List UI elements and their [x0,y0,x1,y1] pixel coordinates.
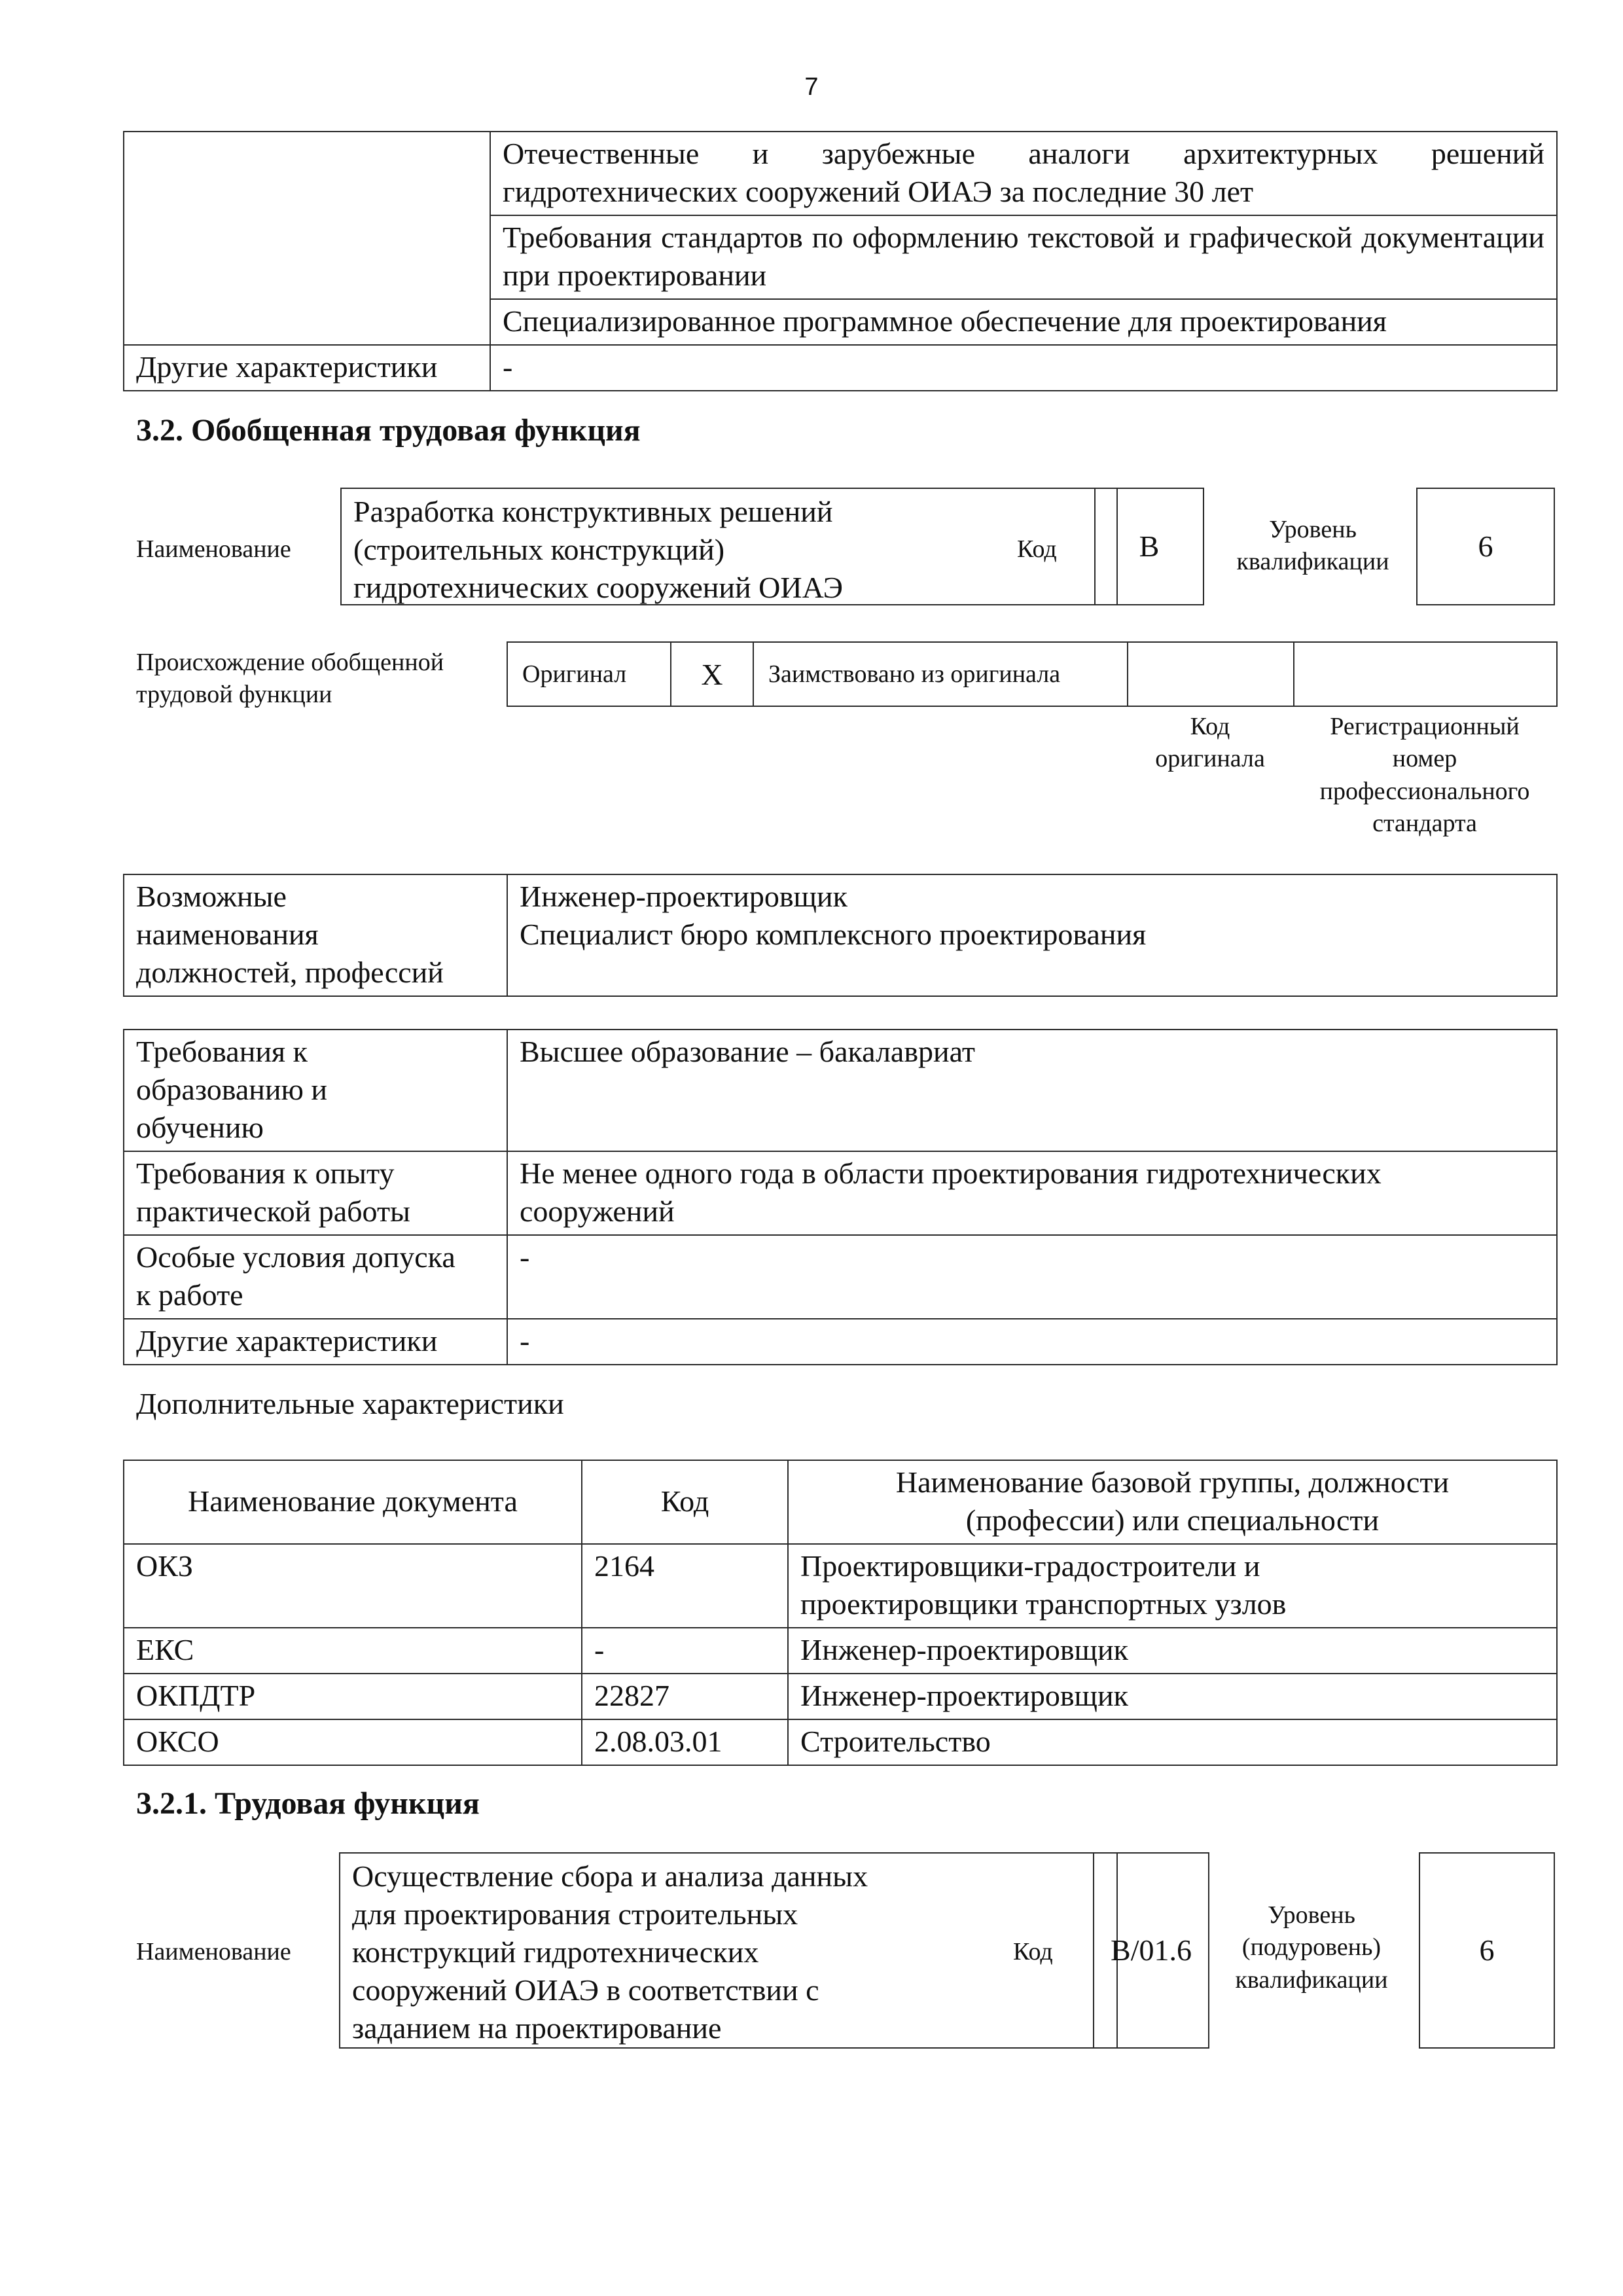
other-characteristics-label: Другие характеристики [124,1319,507,1365]
origin-label: Происхождение обобщенной трудовой функции [136,649,444,709]
table-row [124,874,1557,996]
table-row [124,1628,1557,1674]
function-name-box: Разработка конструктивных решений (строительных конструкций) гидротехнических сооружений ОИАЭ [340,488,1118,605]
level-label: Уровень квалификации [1236,516,1389,576]
other-characteristics-value: - [507,1319,1557,1365]
header-code: Код [582,1460,788,1544]
requirements-table [123,1029,1558,1365]
empty-label-cell [124,132,490,345]
registration-number-caption: Регистрационный номер профессионального стандарта [1319,713,1530,838]
knowledge-item: Отечественные и зарубежные аналоги архитектурных решений гидротехнических сооружений ОИАЭ за последние 30 лет [490,132,1557,215]
table-row [124,1319,1557,1365]
group-name-cell: Инженер-проектировщик [788,1674,1557,1719]
code-label: Код [1017,535,1057,563]
header-group-name: Наименование базовой группы, должности (профессии) или специальности [788,1460,1557,1544]
document-cell: ОКПДТР [124,1674,582,1719]
section-heading-3-2: 3.2. Обобщенная трудовая функция [136,413,641,448]
page-number: 7 [804,73,819,101]
labor-function-strip [123,1852,1556,2055]
group-name-cell: Инженер-проектировщик [788,1628,1557,1674]
group-name-cell: Строительство [788,1719,1557,1765]
knowledge-item: Специализированное программное обеспечение для проектирования [490,299,1557,345]
table-row [124,345,1557,391]
original-label: Оригинал [507,642,671,706]
table-row [124,1235,1557,1319]
experience-value: Не менее одного года в области проектирования гидротехнических сооружений [507,1151,1557,1235]
table-row [124,1719,1557,1765]
level-box: 6 [1419,1852,1555,2049]
education-value: Высшее образование – бакалавриат [507,1030,1557,1151]
table-row [124,1674,1557,1719]
experience-label: Требования к опыту практической работы [124,1151,507,1235]
other-characteristics-value: - [490,345,1557,391]
code-box: B [1094,488,1204,605]
document-cell: ЕКС [124,1628,582,1674]
registration-number-cell [1294,642,1557,706]
document-cell: ОКСО [124,1719,582,1765]
positions-table [123,874,1558,997]
table-row [124,1544,1557,1628]
other-characteristics-label: Другие характеристики [124,345,490,391]
knowledge-table [123,131,1558,391]
header-document: Наименование документа [124,1460,582,1544]
generalized-function-strip [123,488,1556,609]
classification-table [123,1460,1558,1766]
name-label: Наименование [136,535,291,563]
code-cell: 2.08.03.01 [582,1719,788,1765]
original-mark: X [671,642,753,706]
level-box: 6 [1416,488,1555,605]
original-code-caption: Код оригинала [1155,713,1265,773]
table-row [507,642,1557,706]
table-row [124,132,1557,215]
table-row [124,1151,1557,1235]
section-heading-3-2-1: 3.2.1. Трудовая функция [136,1786,480,1821]
document-cell: ОКЗ [124,1544,582,1628]
code-label: Код [1013,1938,1053,1965]
origin-table [507,641,1558,707]
level-label: Уровень (подуровень) квалификации [1235,1901,1388,1994]
origin-strip [123,640,1556,843]
additional-heading: Дополнительные характеристики [136,1387,564,1420]
knowledge-item: Требования стандартов по оформлению текстовой и графической документации при проектировании [490,215,1557,299]
code-box: B/01.6 [1093,1852,1209,2049]
positions-value: Инженер-проектировщик Специалист бюро комплексного проектирования [507,874,1557,996]
borrowed-label: Заимствовано из оригинала [753,642,1128,706]
special-conditions-label: Особые условия допуска к работе [124,1235,507,1319]
code-cell: 2164 [582,1544,788,1628]
code-cell: 22827 [582,1674,788,1719]
group-name-cell: Проектировщики-градостроители и проектировщики транспортных узлов [788,1544,1557,1628]
positions-label: Возможные наименования должностей, профессий [124,874,507,996]
education-label: Требования к образованию и обучению [124,1030,507,1151]
function-name-box: Осуществление сбора и анализа данных для проектирования строительных конструкций гидротехнических сооружений ОИАЭ в соответствии с заданием на проектирование [339,1852,1118,2049]
code-cell: - [582,1628,788,1674]
table-row [124,1030,1557,1151]
original-code-cell [1128,642,1294,706]
table-header-row [124,1460,1557,1544]
name-label: Наименование [136,1938,291,1965]
special-conditions-value: - [507,1235,1557,1319]
